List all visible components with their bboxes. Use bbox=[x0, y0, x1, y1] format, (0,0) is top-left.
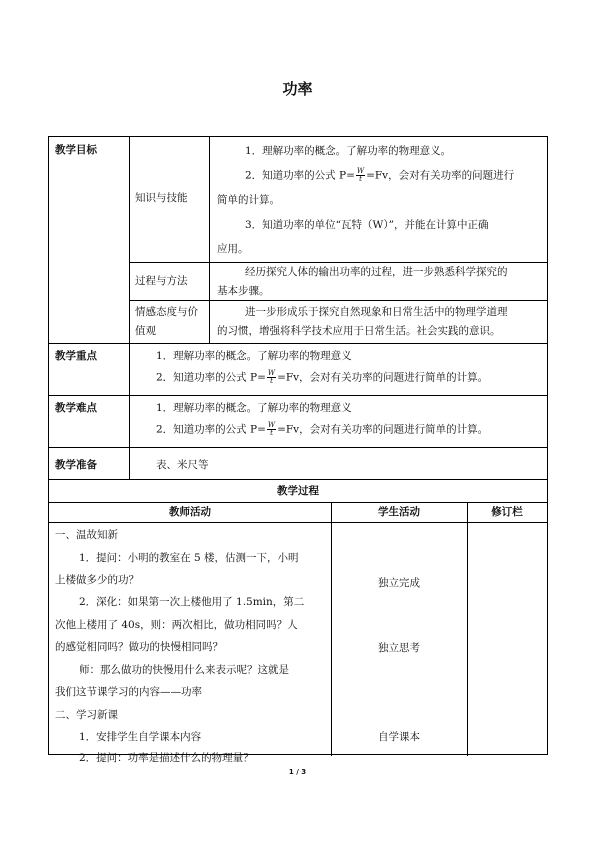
preparation-label: 教学准备 bbox=[55, 459, 97, 471]
student-activity-1: 独立完成 bbox=[378, 577, 420, 589]
knowledge-item-1: 1．理解功率的概念。了解功率的物理意义。 bbox=[245, 145, 452, 157]
col-student-header: 学生活动 bbox=[378, 506, 420, 518]
teacher-line-11: 2．提问：功率是描述什么的物理量？ bbox=[79, 752, 254, 764]
process-method-line-1: 经历探究人体的输出功率的过程，进一步熟悉科学探究的 bbox=[245, 266, 508, 278]
preparation-content: 表、米尺等 bbox=[156, 459, 209, 471]
formula-fraction: $\frac{W}{t}$ bbox=[356, 167, 365, 183]
knowledge-item-2: 2．知道功率的公式 P= $\frac{W}{t}$ =Fv，会对有关功率的问题进行 bbox=[245, 167, 515, 183]
emotion-label-line-1: 情感态度与价 bbox=[135, 306, 198, 318]
formula-fraction: $\frac{W}{t}$ bbox=[267, 369, 276, 385]
difficulties-label: 教学难点 bbox=[55, 402, 97, 414]
lesson-plan-table bbox=[48, 136, 548, 764]
process-section-title: 教学过程 bbox=[277, 485, 319, 497]
teacher-line-1: 一、温故知新 bbox=[55, 529, 118, 541]
col-revision-header: 修订栏 bbox=[491, 506, 523, 518]
teacher-line-9: 二、学习新课 bbox=[55, 709, 118, 721]
teacher-line-5: 次他上楼用了 40s，则：两次相比，做功相同吗？人 bbox=[55, 619, 298, 631]
col-teacher-header: 教师活动 bbox=[169, 506, 211, 518]
knowledge-item-2-cont: 简单的计算。 bbox=[217, 194, 280, 206]
teacher-line-3: 上楼做多少的功？ bbox=[55, 574, 139, 586]
formula-fraction: $\frac{W}{t}$ bbox=[267, 421, 276, 437]
key-point-1: 1．理解功率的概念。了解功率的物理意义 bbox=[156, 350, 352, 362]
difficulty-1: 1．理解功率的概念。了解功率的物理意义 bbox=[156, 402, 352, 414]
teacher-line-8: 我们这节课学习的内容——功率 bbox=[55, 686, 202, 698]
student-activity-2: 独立思考 bbox=[378, 642, 420, 654]
emotion-line-2: 的习惯，增强将科学技术应用于日常生活。社会实践的意识。 bbox=[217, 325, 501, 337]
key-points-label: 教学重点 bbox=[55, 350, 97, 362]
teacher-line-4: 2．深化：如果第一次上楼他用了 1.5min，第二 bbox=[79, 596, 305, 608]
page-title: 功率 bbox=[282, 80, 313, 98]
process-method-line-2: 基本步骤。 bbox=[217, 285, 270, 297]
teacher-line-10: 1．安排学生自学课本内容 bbox=[79, 731, 202, 743]
page-footer: 1 / 3 bbox=[288, 768, 307, 776]
goals-label: 教学目标 bbox=[55, 144, 97, 156]
teacher-line-6: 的感觉相同吗？做功的快慢相同吗？ bbox=[55, 641, 223, 653]
process-method-label: 过程与方法 bbox=[135, 275, 188, 287]
knowledge-item-3: 3．知道功率的单位“瓦特（W）”，并能在计算中正确 bbox=[245, 219, 489, 231]
knowledge-label: 知识与技能 bbox=[135, 192, 188, 204]
difficulty-2: 2．知道功率的公式 P= $\frac{W}{t}$ =Fv，会对有关功率的问题进行简单的计算。 bbox=[156, 421, 489, 437]
teacher-line-2: 1．提问：小明的教室在 5 楼，估测一下，小明 bbox=[79, 552, 299, 564]
knowledge-item-3-cont: 应用。 bbox=[217, 243, 249, 255]
key-point-2: 2．知道功率的公式 P= $\frac{W}{t}$ =Fv，会对有关功率的问题进行简单的计算。 bbox=[156, 369, 489, 385]
teacher-line-7: 师：那么做功的快慢用什么来表示呢？这就是 bbox=[79, 664, 289, 676]
emotion-label-line-2: 值观 bbox=[135, 325, 156, 337]
student-activity-3: 自学课本 bbox=[378, 731, 420, 743]
emotion-line-1: 进一步形成乐于探究自然现象和日常生活中的物理学道理 bbox=[245, 306, 508, 318]
